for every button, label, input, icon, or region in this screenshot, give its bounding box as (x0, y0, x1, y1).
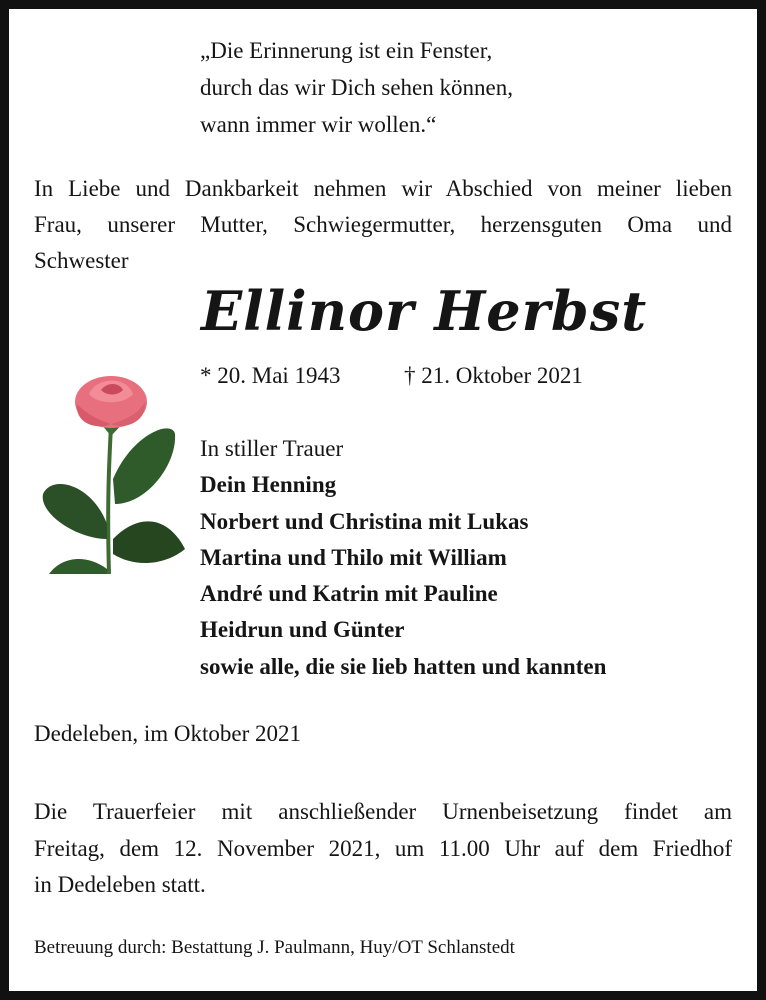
quote-line-3: wann immer wir wollen.“ (200, 112, 437, 137)
rose-leaf-left (43, 484, 107, 539)
ceremony-line-1: Die Trauerfeier mit anschließender Urnenbeisetzung findet am (34, 799, 732, 824)
mourner-line: Heidrun und Günter (200, 617, 405, 643)
mourner-line: André und Katrin mit Pauline (200, 581, 498, 607)
mourners-heading: In stiller Trauer (200, 436, 344, 461)
place-date: Dedeleben, im Oktober 2021 (34, 721, 301, 746)
deceased-name: Ellinor Herbst (201, 279, 648, 343)
mourners-block (200, 431, 606, 685)
quote-line-2: durch das wir Dich sehen können, (200, 75, 513, 100)
obituary-card (9, 9, 757, 991)
mourner-line: Dein Henning (200, 472, 337, 498)
quote-line-1: „Die Erinnerung ist ein Fenster, (200, 38, 493, 63)
rose-leaf-bottom-left (49, 559, 107, 574)
farewell-intro (34, 171, 732, 279)
rose-image (37, 364, 187, 574)
memorial-quote (200, 32, 513, 143)
rose-leaf-right-bottom (113, 521, 185, 563)
ceremony-line-2: Freitag, dem 12. November 2021, um 11.00 Uhr auf dem Friedhof (34, 835, 732, 861)
ceremony-line-3: in Dedeleben statt. (34, 872, 206, 897)
mourner-line: sowie alle, die sie lieb hatten und kannten (200, 653, 607, 679)
intro-line-2: Frau, unserer Mutter, Schwiegermutter, herzensguten Oma und (34, 212, 732, 237)
ceremony-info (34, 794, 732, 904)
mourner-line: Martina und Thilo mit William (200, 544, 507, 570)
intro-line-1: In Liebe und Dankbarkeit nehmen wir Abschied von meiner lieben (34, 176, 732, 201)
rose-leaf-right-top (113, 428, 175, 504)
intro-line-3: Schwester (34, 248, 129, 273)
birth-date: * 20. Mai 1943 (200, 363, 341, 388)
rose-stem (108, 426, 111, 574)
mourner-line: Norbert und Christina mit Lukas (200, 508, 529, 534)
funeral-home-credit: Betreuung durch: Bestattung J. Paulmann, Huy/OT Schlanstedt (34, 937, 515, 958)
death-date: † 21. Oktober 2021 (404, 363, 583, 388)
